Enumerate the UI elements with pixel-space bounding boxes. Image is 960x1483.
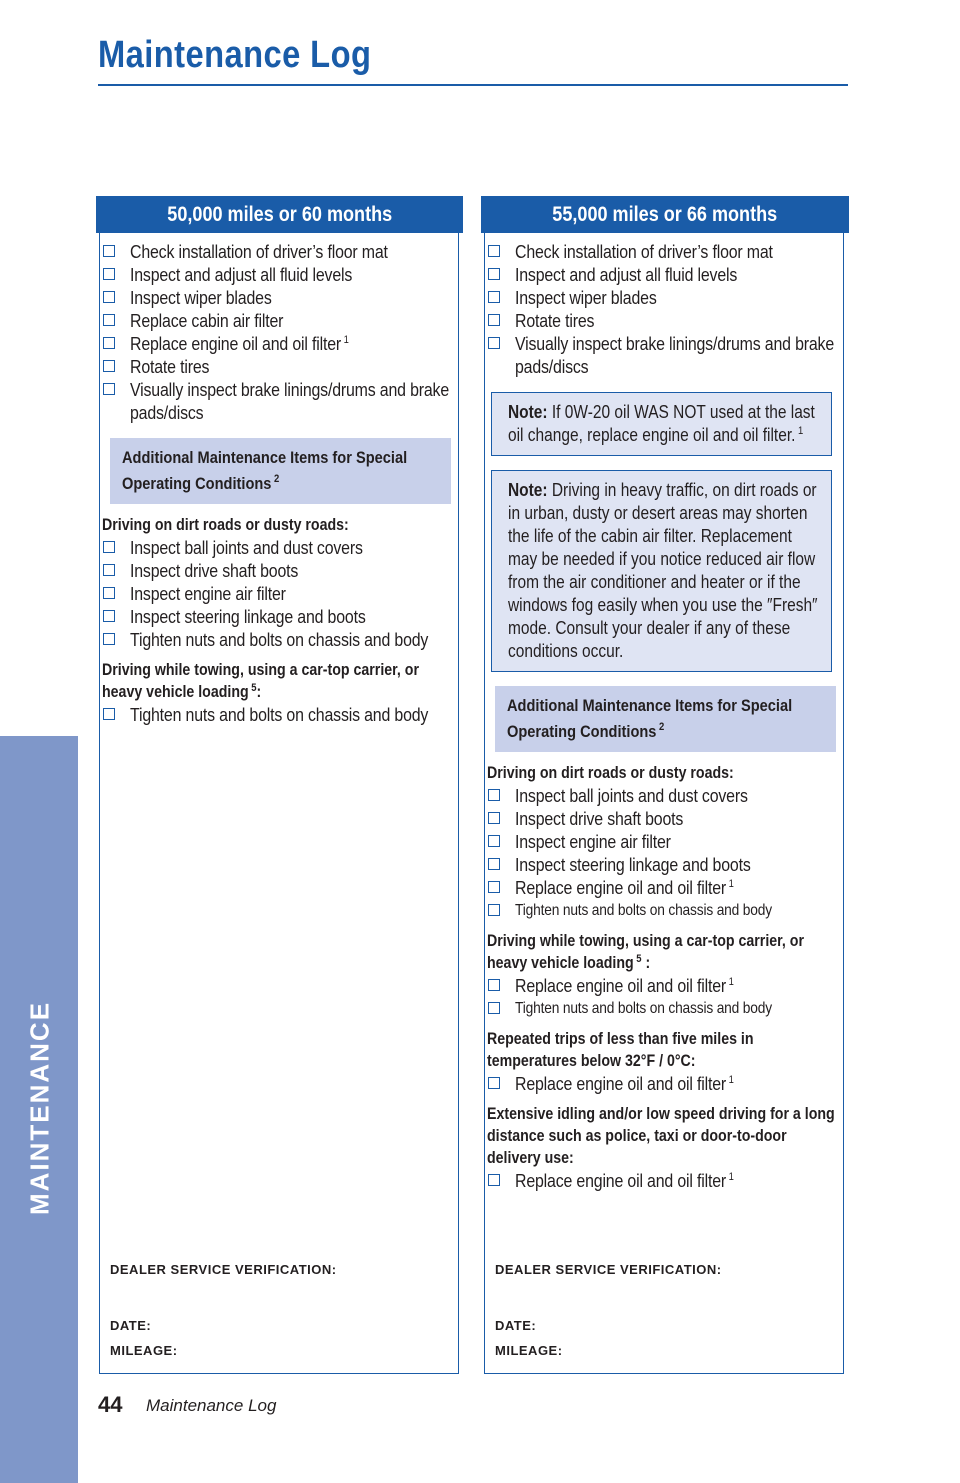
checklist-item[interactable]: [102, 332, 457, 355]
footnote-marker: 2: [659, 721, 665, 734]
checklist-item[interactable]: [487, 286, 842, 309]
checklist-item[interactable]: [487, 830, 842, 853]
checkbox-icon[interactable]: [488, 268, 500, 280]
checklist-item-text: Rotate tires: [130, 356, 210, 377]
checkbox-icon[interactable]: [488, 789, 500, 801]
condition-title-text: [102, 659, 456, 703]
checklist-item-text: Inspect engine air filter: [130, 583, 286, 604]
checkbox-icon[interactable]: [103, 291, 115, 303]
checklist-item-text: Inspect wiper blades: [130, 287, 272, 308]
checklist-item-label: [515, 240, 841, 263]
page-number: 44: [98, 1392, 123, 1417]
condition-title: [487, 1103, 842, 1169]
checklist-item-label: [130, 378, 456, 424]
checklist-item[interactable]: [102, 240, 457, 263]
checklist-item-label: [515, 286, 841, 309]
checklist-item[interactable]: [487, 240, 842, 263]
checklist-item-text: Replace engine oil and oil filter: [515, 877, 727, 898]
footnote-marker: 1: [343, 333, 349, 346]
checklist-item[interactable]: [102, 286, 457, 309]
checkbox-icon[interactable]: [488, 881, 500, 893]
checklist-item-text: Inspect ball joints and dust covers: [130, 537, 363, 558]
checklist-item-text: Visually inspect brake linings/drums and brake pads/discs: [515, 333, 835, 377]
checklist-item[interactable]: [102, 309, 457, 332]
checklist-item-text: Tighten nuts and bolts on chassis and body: [130, 704, 429, 725]
right-column-body: [487, 240, 842, 1192]
checklist-item[interactable]: [487, 807, 842, 830]
checklist-item-label: [515, 997, 841, 1020]
checklist-item-text: Inspect and adjust all fluid levels: [130, 264, 353, 285]
left-mileage-label: MILEAGE:: [110, 1343, 178, 1358]
checkbox-icon[interactable]: [103, 245, 115, 257]
checklist-item-text: Check installation of driver’s floor mat: [515, 241, 773, 262]
checklist-item-label: [130, 582, 456, 605]
checklist-item-label: [130, 286, 456, 309]
checklist-item-label: [130, 355, 456, 378]
right-date-label: DATE:: [495, 1318, 537, 1333]
checklist-item[interactable]: [102, 628, 457, 651]
checklist-item-text: Inspect steering linkage and boots: [515, 854, 751, 875]
checklist-item-label: [515, 332, 841, 378]
checklist-item-label: [515, 807, 841, 830]
checkbox-icon[interactable]: [488, 337, 500, 349]
checklist-item[interactable]: [487, 853, 842, 876]
checklist-item-text: Inspect engine air filter: [515, 831, 671, 852]
checklist-item-text: Inspect steering linkage and boots: [130, 606, 366, 627]
checklist-item-label: [515, 1169, 841, 1192]
checkbox-icon[interactable]: [103, 268, 115, 280]
right-dealer-verification-label: DEALER SERVICE VERIFICATION:: [495, 1262, 722, 1277]
checklist-item-text: Check installation of driver’s floor mat: [130, 241, 388, 262]
checklist-item-text: Inspect drive shaft boots: [130, 560, 299, 581]
condition-title-text: [487, 930, 841, 974]
checklist-item-label: [130, 263, 456, 286]
checklist-item-label: [130, 605, 456, 628]
checklist-item-text: Visually inspect brake linings/drums and brake pads/discs: [130, 379, 450, 423]
checkbox-icon[interactable]: [103, 587, 115, 599]
checklist-item-text: Inspect drive shaft boots: [515, 808, 684, 829]
checklist-item-label: [515, 263, 841, 286]
checkbox-icon[interactable]: [103, 337, 115, 349]
checklist-item-label: [130, 559, 456, 582]
footer-section-label: Maintenance Log: [146, 1396, 277, 1415]
right-column-heading: 55,000 miles or 66 months: [481, 196, 849, 233]
checklist-item-text: Replace engine oil and oil filter: [515, 1170, 727, 1191]
condition-title-label: Driving on dirt roads or dusty roads:: [487, 764, 734, 782]
checklist-item[interactable]: [487, 1072, 842, 1095]
checklist-item-text: Replace engine oil and oil filter: [515, 1073, 727, 1094]
footnote-marker: 5: [636, 952, 642, 965]
checklist-item-label: [130, 536, 456, 559]
footnote-marker: 1: [728, 1073, 734, 1086]
checklist-item[interactable]: [487, 263, 842, 286]
checkbox-icon[interactable]: [488, 1077, 500, 1089]
left-date-label: DATE:: [110, 1318, 152, 1333]
checkbox-icon[interactable]: [488, 314, 500, 326]
checklist-item[interactable]: [487, 784, 842, 807]
checklist-item-label: [515, 1072, 841, 1095]
checkbox-icon[interactable]: [488, 835, 500, 847]
checklist-item[interactable]: [487, 309, 842, 332]
note-text: [508, 401, 818, 447]
checkbox-icon[interactable]: [488, 1174, 500, 1186]
footnote-marker: 1: [728, 975, 734, 988]
checklist-item[interactable]: [102, 703, 457, 726]
checklist-item[interactable]: [487, 876, 842, 899]
condition-title-text: [102, 514, 456, 536]
right-mileage-label: MILEAGE:: [495, 1343, 563, 1358]
checkbox-icon[interactable]: [488, 904, 500, 916]
checkbox-icon[interactable]: [103, 383, 115, 395]
checklist-item-text: Replace engine oil and oil filter: [515, 975, 727, 996]
footnote-marker: 1: [728, 1170, 734, 1183]
checkbox-icon[interactable]: [103, 708, 115, 720]
additional-items-header: [495, 686, 836, 752]
checklist-item-text: Replace cabin air filter: [130, 310, 284, 331]
checklist-item-text: Inspect wiper blades: [515, 287, 657, 308]
condition-title-suffix: :: [641, 954, 651, 972]
checklist-item-label: [515, 899, 841, 922]
additional-items-header: [110, 438, 451, 504]
checklist-item-text: Tighten nuts and bolts on chassis and body: [130, 629, 429, 650]
checklist-item[interactable]: [102, 263, 457, 286]
left-column-heading: 50,000 miles or 60 months: [96, 196, 463, 233]
title-rule: [98, 84, 848, 86]
checklist-item-label: [130, 240, 456, 263]
note-body: Driving in heavy traffic, on dirt roads or in urban, dusty or desert areas may shorten the life of the cabin air filter. Replacement may be needed if you notice reduced air flow from the air conditioner and heater or if the windows fog easily when you use the ″Fresh″ mode. Consult your dealer if any of these conditions occur.: [508, 480, 818, 661]
checklist-item[interactable]: [487, 1169, 842, 1192]
footnote-marker: 1: [728, 877, 734, 890]
checklist-item[interactable]: [487, 332, 842, 378]
note-label: Note:: [508, 480, 548, 500]
condition-title-label: Extensive idling and/or low speed driving for a long distance such as police, taxi or door-to-door delivery use:: [487, 1105, 835, 1167]
note-body: If 0W-20 oil WAS NOT used at the last oil change, replace engine oil and oil filter.: [508, 402, 815, 445]
checkbox-icon[interactable]: [103, 541, 115, 553]
footnote-marker: 1: [798, 425, 804, 437]
note-box: [491, 470, 832, 672]
checkbox-icon[interactable]: [103, 564, 115, 576]
checkbox-icon[interactable]: [488, 979, 500, 991]
checklist-item[interactable]: [102, 536, 457, 559]
additional-items-title-text: Additional Maintenance Items for Special Operating Conditions: [122, 448, 408, 493]
condition-title: [487, 762, 842, 784]
footnote-marker: 5: [251, 681, 257, 694]
page-title: Maintenance Log: [98, 34, 372, 76]
note-text: [508, 479, 818, 663]
checkbox-icon[interactable]: [488, 291, 500, 303]
checklist-item[interactable]: [102, 378, 457, 424]
checklist-item-text: Rotate tires: [515, 310, 595, 331]
checklist-item-text: Inspect and adjust all fluid levels: [515, 264, 738, 285]
condition-title-suffix: :: [256, 683, 262, 701]
checklist-item-label: [130, 332, 456, 355]
checklist-item-text: Tighten nuts and bolts on chassis and body: [515, 1000, 772, 1017]
checklist-item[interactable]: [487, 974, 842, 997]
checklist-item[interactable]: [102, 559, 457, 582]
checklist-item[interactable]: [102, 355, 457, 378]
checklist-item-label: [515, 309, 841, 332]
checkbox-icon[interactable]: [103, 610, 115, 622]
checklist-item-label: [515, 853, 841, 876]
checklist-item-label: [130, 628, 456, 651]
side-tab-label: MAINTENANCE: [24, 1000, 55, 1216]
checkbox-icon[interactable]: [103, 314, 115, 326]
checkbox-icon[interactable]: [103, 633, 115, 645]
checklist-item[interactable]: [102, 605, 457, 628]
checklist-item-label: [515, 974, 841, 997]
note-label: Note:: [508, 402, 548, 422]
checklist-item-text: Tighten nuts and bolts on chassis and body: [515, 902, 772, 919]
condition-title-text: [487, 762, 841, 784]
condition-title: [487, 1028, 842, 1072]
checklist-item[interactable]: [102, 582, 457, 605]
condition-title-text: [487, 1103, 841, 1169]
condition-title-text: [487, 1028, 841, 1072]
condition-title-label: Driving on dirt roads or dusty roads:: [102, 516, 349, 534]
checklist-item[interactable]: [487, 899, 842, 922]
footnote-marker: 2: [274, 473, 280, 486]
condition-title: [487, 930, 842, 974]
checkbox-icon[interactable]: [488, 245, 500, 257]
additional-items-title: [122, 445, 438, 497]
additional-items-title: [507, 693, 823, 745]
left-column-body: [102, 240, 457, 726]
left-dealer-verification-label: DEALER SERVICE VERIFICATION:: [110, 1262, 337, 1277]
condition-title-label: Driving while towing, using a car-top carrier, or heavy vehicle loading: [487, 932, 804, 972]
checklist-item[interactable]: [487, 997, 842, 1020]
checkbox-icon[interactable]: [488, 812, 500, 824]
note-box: [491, 392, 832, 456]
checkbox-icon[interactable]: [488, 1002, 500, 1014]
condition-title: [102, 514, 457, 536]
condition-title-label: Driving while towing, using a car-top carrier, or heavy vehicle loading: [102, 661, 419, 701]
checkbox-icon[interactable]: [488, 858, 500, 870]
condition-title: [102, 659, 457, 703]
checklist-item-label: [515, 784, 841, 807]
condition-title-label: Repeated trips of less than five miles in temperatures below 32°F / 0°C:: [487, 1030, 754, 1070]
checklist-item-label: [515, 876, 841, 899]
checklist-item-text: Inspect ball joints and dust covers: [515, 785, 748, 806]
checklist-item-text: Replace engine oil and oil filter: [130, 333, 342, 354]
checklist-item-label: [130, 309, 456, 332]
checklist-item-label: [515, 830, 841, 853]
checklist-item-label: [130, 703, 456, 726]
additional-items-title-text: Additional Maintenance Items for Special Operating Conditions: [507, 696, 793, 741]
checkbox-icon[interactable]: [103, 360, 115, 372]
